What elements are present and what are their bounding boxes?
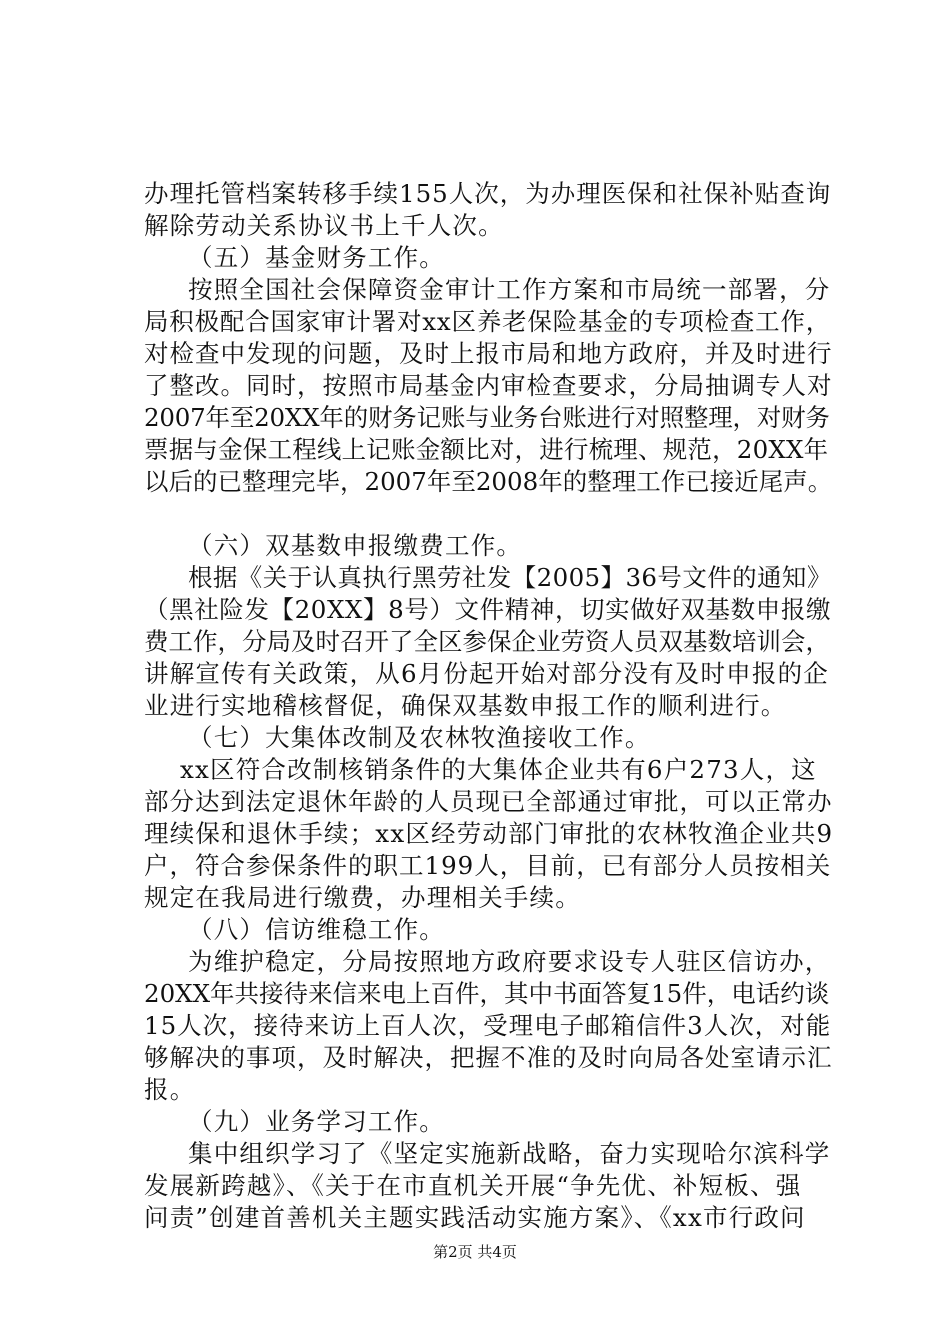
text-line: 报。	[144, 1075, 196, 1104]
text-line: 按照全国社会保障资金审计工作方案和市局统一部署，分	[188, 275, 831, 304]
text-line: 规定在我局进行缴费，办理相关手续。	[144, 883, 581, 912]
text-line: 解除劳动关系协议书上千人次。	[144, 211, 504, 240]
text-line: xx区符合改制核销条件的大集体企业共有6户273人，这	[180, 755, 817, 784]
text-line: 发展新跨越》、《关于在市直机关开展“争先优、补短板、强	[144, 1171, 802, 1200]
text-line: （黑社险发【20XX】8号）文件精神，切实做好双基数申报缴	[144, 595, 832, 624]
text-line: 理续保和退休手续；xx区经劳动部门审批的农林牧渔企业共9	[144, 819, 834, 848]
text-line: 2007年至20XX年的财务记账与业务台账进行对照整理，对财务	[144, 403, 830, 432]
text-line: 为维护稳定，分局按照地方政府要求设专人驻区信访办，	[188, 947, 831, 976]
text-line: 办理托管档案转移手续155人次，为办理医保和社保补贴查询	[144, 179, 832, 208]
text-line: 根据《关于认真执行黑劳社发【2005】36号文件的通知》	[188, 563, 832, 592]
text-line: 部分达到法定退休年龄的人员现已全部通过审批，可以正常办	[144, 787, 833, 816]
section-heading: （八）信访维稳工作。	[188, 915, 445, 944]
text-line: 够解决的事项，及时解决，把握不准的及时向局各处室请示汇	[144, 1043, 833, 1072]
section-heading: （六）双基数申报缴费工作。	[188, 531, 523, 560]
text-line: 讲解宣传有关政策，从6月份起开始对部分没有及时申报的企	[144, 659, 829, 688]
text-line: 问责”创建首善机关主题实践活动实施方案》、《xx市行政问	[144, 1203, 806, 1232]
text-line: 业进行实地稽核督促，确保双基数申报工作的顺利进行。	[144, 691, 787, 720]
text-line: 票据与金保工程线上记账金额比对，进行梳理、规范，20XX年	[144, 435, 829, 464]
text-line: 局积极配合国家审计署对xx区养老保险基金的专项检查工作，	[144, 307, 832, 336]
text-line: 20XX年共接待来信来电上百件，其中书面答复15件，电话约谈	[144, 979, 830, 1008]
text-line: 15人次，接待来访上百人次，受理电子邮箱信件3人次，对能	[144, 1011, 832, 1040]
text-line: 费工作，分局及时召开了全区参保企业劳资人员双基数培训会，	[144, 627, 830, 656]
page-footer: 第2页 共4页	[433, 1243, 517, 1261]
text-line: 集中组织学习了《坚定实施新战略，奋力实现哈尔滨科学	[188, 1139, 831, 1168]
text-line: 户，符合参保条件的职工199人，目前，已有部分人员按相关	[144, 851, 832, 880]
text-line: 了整改。同时，按照市局基金内审检查要求，分局抽调专人对	[144, 371, 833, 400]
text-line: 对检查中发现的问题，及时上报市局和地方政府，并及时进行	[144, 339, 833, 368]
text-line: 以后的已整理完毕，2007年至2008年的整理工作已接近尾声。	[144, 467, 833, 496]
section-heading: （七）大集体改制及农林牧渔接收工作。	[188, 723, 651, 752]
section-heading: （五）基金财务工作。	[188, 243, 445, 272]
section-heading: （九）业务学习工作。	[188, 1107, 445, 1136]
